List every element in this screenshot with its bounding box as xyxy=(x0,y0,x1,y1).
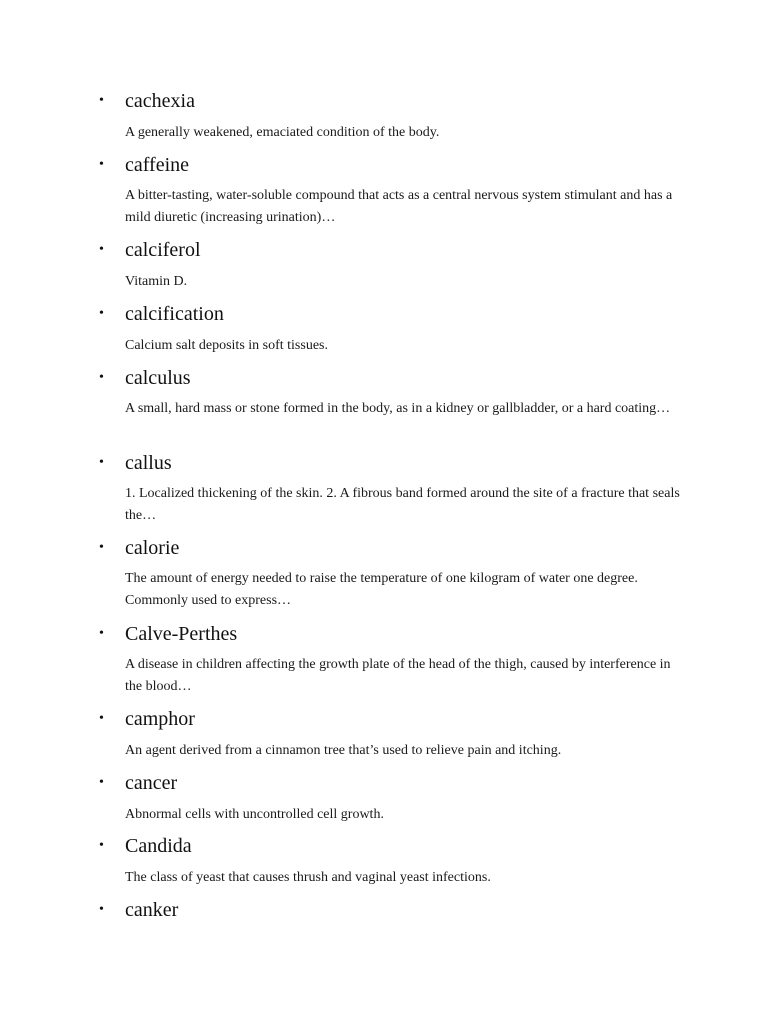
glossary-term: cancer xyxy=(125,772,178,794)
bullet-icon: • xyxy=(99,242,104,257)
glossary-definition: An agent derived from a cinnamon tree that’s used to relieve pain and itching. xyxy=(125,743,562,758)
glossary-term: calculus xyxy=(125,367,191,389)
glossary-term: Candida xyxy=(125,835,192,857)
bullet-icon: • xyxy=(99,540,104,555)
bullet-icon: • xyxy=(99,306,104,321)
glossary-definition: The amount of energy needed to raise the temperature of one kilogram of water one degree. Commonly used to express… xyxy=(125,571,638,608)
glossary-definition: A generally weakened, emaciated condition of the body. xyxy=(125,125,440,140)
glossary-definition: 1. Localized thickening of the skin. 2. A fibrous band formed around the site of a fracture that seals the… xyxy=(125,486,680,523)
glossary-definition: Abnormal cells with uncontrolled cell growth. xyxy=(125,807,384,822)
glossary-term: callus xyxy=(125,452,172,474)
bullet-icon: • xyxy=(99,157,104,172)
glossary-definition: A bitter-tasting, water-soluble compound that acts as a central nervous system stimulant and has a mild diuretic (increasing urination)… xyxy=(125,188,673,225)
bullet-icon: • xyxy=(99,370,104,385)
glossary-definition: The class of yeast that causes thrush and vaginal yeast infections. xyxy=(125,870,491,885)
glossary-term: calorie xyxy=(125,537,180,559)
bullet-icon: • xyxy=(99,902,104,917)
bullet-icon: • xyxy=(99,93,104,108)
bullet-icon: • xyxy=(99,775,104,790)
bullet-icon: • xyxy=(99,711,104,726)
glossary-definition: Vitamin D. xyxy=(125,274,188,289)
glossary-term: camphor xyxy=(125,708,195,730)
glossary-term: cachexia xyxy=(125,90,195,112)
bullet-icon: • xyxy=(99,455,104,470)
glossary-definition: Calcium salt deposits in soft tissues. xyxy=(125,338,328,353)
glossary-definition: A disease in children affecting the growth plate of the head of the thigh, caused by interference in the blood… xyxy=(125,657,671,694)
glossary-term: calciferol xyxy=(125,239,201,261)
bullet-icon: • xyxy=(99,626,104,641)
glossary-term: Calve-Perthes xyxy=(125,623,238,645)
glossary-term: calcification xyxy=(125,303,224,325)
glossary-term: canker xyxy=(125,899,179,921)
bullet-icon: • xyxy=(99,838,104,853)
glossary-term: caffeine xyxy=(125,154,190,176)
glossary-definition: A small, hard mass or stone formed in the body, as in a kidney or gallbladder, or a hard coating… xyxy=(125,401,671,416)
